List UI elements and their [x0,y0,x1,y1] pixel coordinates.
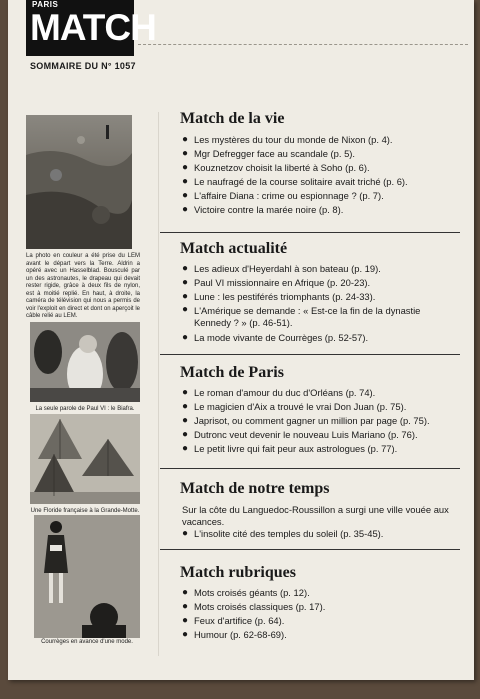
pope-photo [30,322,140,402]
bullet-icon: ● [182,190,189,201]
list-item[interactable]: ● Lune : les pestiférés triomphants (p. 24-33). [182,291,376,302]
section-title-actualite: Match actualité [180,240,288,257]
list-item[interactable]: ● Japrisot, ou comment gagner un million par page (p. 75). [182,415,430,426]
list-item[interactable]: ● Paul VI missionnaire en Afrique (p. 20-23). [182,277,371,288]
list-item[interactable]: ● Mgr Defregger face au scandale (p. 5). [182,148,356,159]
bullet-icon: ● [182,429,189,440]
list-item[interactable]: ● Les adieux d'Heyerdahl à son bateau (p. 19). [182,263,381,274]
issue-title: SOMMAIRE DU N° 1057 [30,61,136,71]
section-title-notre-temps: Match de notre temps [180,480,330,497]
photo-caption-lem: La photo en couleur a été prise du LEM avant le départ vers la Terre. Aldrin a opéré avec un Hasselblad. Bousculé par un des astronautes, le drapeau qui devait rester rigide, grâce à deux fils de nylon, est à moitié replié. En haut, à droite, la caméra de télévision qui nous a permis de voir l'exploit en direct et dont on aperçoit le câble relié au LEM. [26,253,140,319]
bullet-icon: ● [182,401,189,412]
section-list-actualite [182,262,454,345]
bullet-icon: ● [182,528,189,539]
bullet-icon: ● [182,277,189,288]
bullet-icon: ● [182,134,189,145]
logo-paris-text: PARIS [32,0,59,9]
list-item[interactable]: ● Kouznetzov choisit la liberté à Soho (p. 6). [182,162,370,173]
photo-caption-grande-motte: Une Floride française à la Grande-Motte. [30,508,140,514]
bullet-icon: ● [182,415,189,426]
list-item[interactable]: ● Le petit livre qui fait peur aux astrologues (p. 77). [182,443,398,454]
list-item[interactable]: ● La mode vivante de Courrèges (p. 52-57). [182,332,369,343]
magazine-page [8,0,474,680]
bullet-icon: ● [182,332,189,343]
fashion-model-image [34,515,140,638]
column-divider [158,112,159,656]
bullet-icon: ● [182,443,189,454]
paris-match-logo [26,0,156,56]
bullet-icon: ● [182,587,189,598]
list-item[interactable]: ● Dutronc veut devenir le nouveau Luis Mariano (p. 76). [182,429,418,440]
list-item[interactable]: ● Les mystères du tour du monde de Nixon (p. 4). [182,134,393,145]
list-item[interactable]: ● L'insolite cité des temples du soleil (p. 35-45). [182,528,384,539]
list-item[interactable]: ● Le magicien d'Aix a trouvé le vrai Don Juan (p. 75). [182,401,407,412]
bullet-icon: ● [182,304,189,315]
section-list-notre-temps [182,527,462,541]
section-divider [160,232,460,233]
photo-caption-courreges: Courrèges en avance d'une mode. [41,639,133,645]
bullet-icon: ● [182,162,189,173]
list-item[interactable]: ● Feux d'artifice (p. 64). [182,615,285,626]
section-list-rubriques [182,586,462,642]
list-item[interactable]: ● Le roman d'amour du duc d'Orléans (p. 74). [182,387,376,398]
header-rule [138,44,468,45]
section-title-rubriques: Match rubriques [180,564,296,581]
section-title-vie: Match de la vie [180,110,285,127]
section-list-vie [182,133,462,217]
photo-caption-pope: La seule parole de Paul VI : le Biafra. [35,406,135,412]
list-item[interactable]: ● Mots croisés géants (p. 12). [182,587,310,598]
bullet-icon: ● [182,263,189,274]
pope-crowd-image [30,322,140,402]
bullet-icon: ● [182,629,189,640]
lunar-surface-image [26,115,132,249]
list-item[interactable]: ● Le naufragé de la course solitaire avait triché (p. 6). [182,176,408,187]
bullet-icon: ● [182,204,189,215]
grande-motte-photo [30,414,140,504]
courreges-photo [34,515,140,638]
section-divider [160,354,460,355]
bullet-icon: ● [182,291,189,302]
list-item[interactable]: ● L'affaire Diana : crime ou espionnage ? (p. 7). [182,190,384,201]
lem-lunar-photo [26,115,132,249]
section-divider [160,468,460,469]
section-title-paris: Match de Paris [180,364,284,381]
section-list-paris [182,386,462,456]
list-item[interactable]: ● Victoire contre la marée noire (p. 8). [182,204,344,215]
logo-match-text: MATCH [30,7,156,48]
section-divider [160,549,460,550]
pyramid-buildings-image [30,414,140,504]
list-item[interactable]: ● Humour (p. 62-68-69). [182,629,287,640]
bullet-icon: ● [182,615,189,626]
list-item[interactable]: ● L'Amérique se demande : « Est-ce la fin de la dynastie Kennedy ? » (p. 46-51). [182,304,421,328]
section-intro-notre-temps: Sur la côte du Languedoc-Roussillon a surgi une ville vouée aux vacances. [182,504,449,527]
bullet-icon: ● [182,387,189,398]
list-item[interactable]: ● Mots croisés classiques (p. 17). [182,601,326,612]
bullet-icon: ● [182,176,189,187]
bullet-icon: ● [182,148,189,159]
bullet-icon: ● [182,601,189,612]
